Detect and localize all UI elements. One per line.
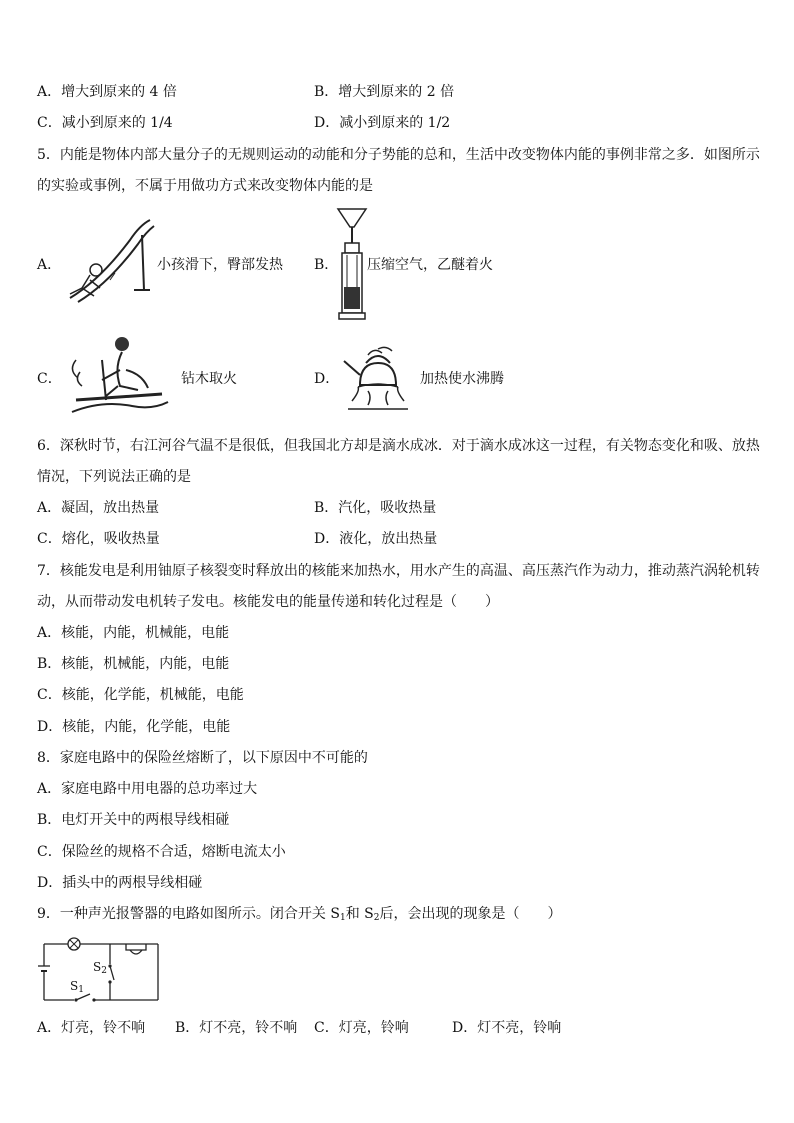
q7-option-a: A．核能，内能，机械能，电能: [37, 625, 230, 641]
bell-symbol: [126, 944, 146, 950]
q8-option-b: B．电灯开关中的两根导线相碰: [37, 812, 230, 828]
q8-stem: 8．家庭电路中的保险丝熔断了，以下原因中不可能的: [37, 750, 368, 766]
q7-option-c: C．核能，化学能，机械能，电能: [37, 687, 244, 703]
q9-option-a: A．灯亮，铃不响: [37, 1020, 146, 1036]
q7-stem-line2: 动，从而带动发电机转子发电。核能发电的能量传递和转化过程是（ ）: [37, 594, 499, 610]
q5-stem-line2: 的实验或事例，不属于用做功方式来改变物体内能的是: [37, 178, 373, 194]
drill-wood-fire-illustration: [62, 330, 172, 418]
q5-option-c-letter: C．: [37, 371, 62, 387]
q5-option-b-caption: 压缩空气，乙醚着火: [367, 257, 493, 273]
q4-option-c: C．减小到原来的 1/4: [37, 115, 173, 131]
q8-option-d: D．插头中的两根导线相碰: [37, 875, 203, 891]
child-slide-illustration: [60, 210, 155, 310]
switch-s2-symbol: [110, 966, 114, 980]
circuit-diagram: [38, 934, 163, 1006]
q5-option-a-caption: 小孩滑下，臀部发热: [157, 257, 283, 273]
q9-option-c: C．灯亮，铃响: [314, 1020, 409, 1036]
q7-stem-line1: 7．核能发电是利用铀原子核裂变时释放出的核能来加热水，用水产生的高温、高压蒸汽作为动力，推动蒸汽涡轮机转: [37, 563, 760, 579]
q9-stem: 9．一种声光报警器的电路如图所示。闭合开关 $S_1$和 $S_2$后，会出现的现象是（ ）: [37, 906, 562, 923]
q8-option-a: A．家庭电路中用电器的总功率过大: [37, 781, 258, 797]
q6-option-c: C．熔化，吸收热量: [37, 531, 160, 547]
switch-s2-label: $S_2$: [93, 960, 107, 976]
air-compression-tube-illustration: [334, 205, 370, 325]
q5-option-c-caption: 钻木取火: [181, 371, 237, 387]
q5-option-a-letter: A．: [37, 257, 62, 273]
q9-option-d: D．灯不亮，铃响: [452, 1020, 562, 1036]
q8-option-c: C．保险丝的规格不合适，熔断电流太小: [37, 844, 286, 860]
switch-s1-label: $S_1$: [70, 979, 84, 995]
q4-option-b: B．增大到原来的 2 倍: [314, 84, 455, 100]
q9-option-b: B．灯不亮，铃不响: [175, 1020, 298, 1036]
q6-option-a: A．凝固，放出热量: [37, 500, 160, 516]
q4-option-d: D．减小到原来的 1/2: [314, 115, 451, 131]
q4-option-a: A．增大到原来的 4 倍: [37, 84, 177, 100]
q5-option-d-letter: D．: [314, 371, 340, 387]
q5-option-d-caption: 加热使水沸腾: [420, 371, 504, 387]
q6-option-b: B．汽化，吸收热量: [314, 500, 437, 516]
q5-option-b-letter: B．: [314, 257, 339, 273]
q6-stem-line1: 6．深秋时节，右江河谷气温不是很低，但我国北方却是滴水成冰．对于滴水成冰这一过程，有关物态变化和吸、放热: [37, 438, 760, 454]
q7-option-d: D．核能，内能，化学能，电能: [37, 719, 231, 735]
q5-stem-line1: 5．内能是物体内部大量分子的无规则运动的动能和分子势能的总和，生活中改变物体内能的事例非常之多．如图所示: [37, 147, 760, 163]
q7-option-b: B．核能，机械能，内能，电能: [37, 656, 230, 672]
q6-option-d: D．液化，放出热量: [314, 531, 438, 547]
kettle-boiling-illustration: [338, 345, 416, 415]
q6-stem-line2: 情况，下列说法正确的是: [37, 469, 191, 485]
